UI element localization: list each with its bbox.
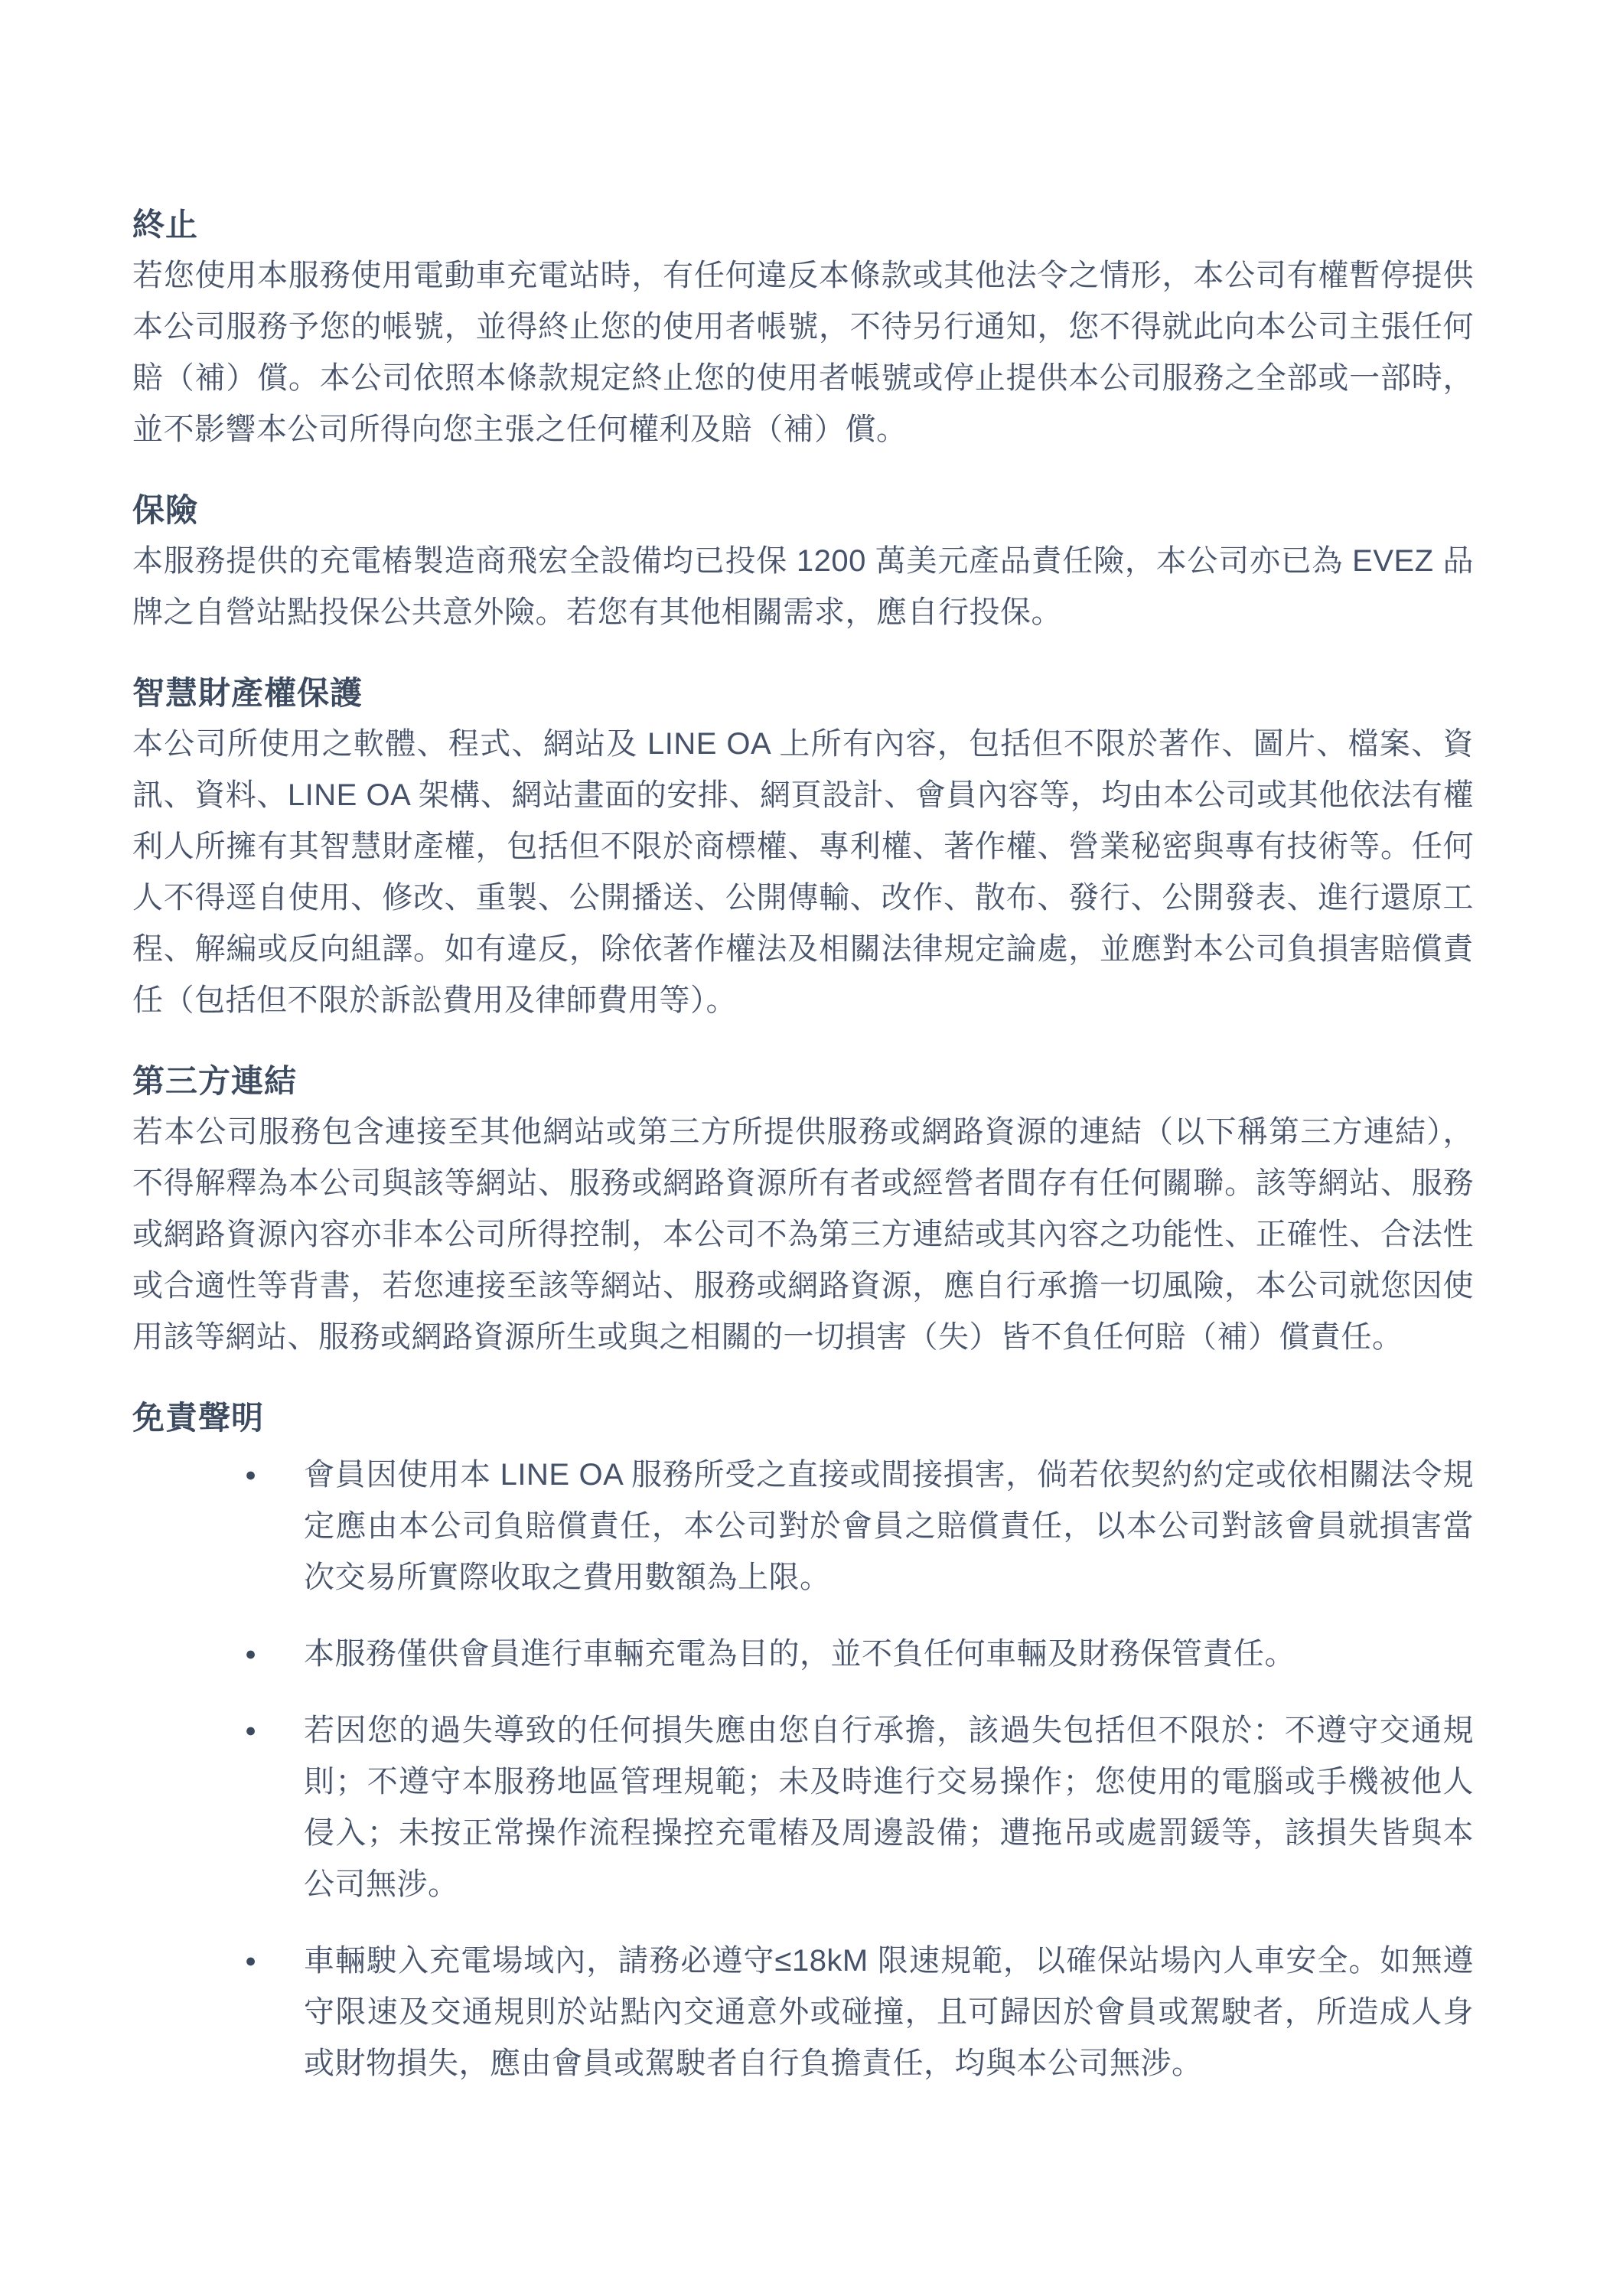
insurance-paragraph: 本服務提供的充電樁製造商飛宏全設備均已投保 1200 萬美元產品責任險，本公司亦已為 EVEZ 品牌之自營站點投保公共意外險。若您有其他相關需求，應自行投保。 — [132, 544, 1474, 629]
section-heading-insurance: 保險 — [132, 492, 199, 528]
disclaimer-item-text: 車輛駛入充電場域內，請務必遵守≤18kM 限速規範，以確保站場內人車安全。如無遵守限速及交通規則於站點內交通意外或碰撞，且可歸因於會員或駕駛者，所造成人身或財物損失，應由會員或駕駛者自行負擔責任，均與本公司無涉。 — [304, 1944, 1474, 2080]
disclaimer-item-text: 會員因使用本 LINE OA 服務所受之直接或間接損害，倘若依契約約定或依相關法令規定應由本公司負賠償責任，本公司對於會員之賠償責任，以本公司對該會員就損害當次交易所實際收取之費用數額為上限。 — [304, 1458, 1474, 1594]
list-item — [132, 1629, 1474, 1680]
section-disclaimer — [132, 1392, 1474, 2089]
section-termination — [132, 199, 1474, 455]
intellectual-property-paragraph: 本公司所使用之軟體、程式、網站及 LINE OA 上所有內容，包括但不限於著作、圖片、檔案、資訊、資料、LINE OA 架構、網站畫面的安排、網頁設計、會員內容等，均由本公司或其他依法有權利人所擁有其智慧財產權，包括但不限於商標權、專利權、著作權、營業秘密與專有技術等。任何人不得逕自使用、修改、重製、公開播送、公開傳輸、改作、散布、發行、公開發表、進行還原工程、解編或反向組譯。如有違反，除依著作權法及相關法律規定論處，並應對本公司負損害賠償責任（包括但不限於訴訟費用及律師費用等）。 — [132, 727, 1474, 1017]
disclaimer-item-text: 若因您的過失導致的任何損失應由您自行承擔，該過失包括但不限於：不遵守交通規則；不遵守本服務地區管理規範；未及時進行交易操作；您使用的電腦或手機被他人侵入；未按正常操作流程操控充電樁及周邊設備；遭拖吊或處罰鍰等，該損失皆與本公司無涉。 — [304, 1714, 1474, 1901]
section-heading-disclaimer: 免責聲明 — [132, 1400, 265, 1436]
termination-paragraph: 若您使用本服務使用電動車充電站時，有任何違反本條款或其他法令之情形，本公司有權暫停提供本公司服務予您的帳號，並得終止您的使用者帳號，不待另行通知，您不得就此向本公司主張任何賠（補）償。本公司依照本條款規定終止您的使用者帳號或停止提供本公司服務之全部或一部時，並不影響本公司所得向您主張之任何權利及賠（補）償。 — [132, 259, 1474, 446]
section-heading-termination: 終止 — [132, 207, 199, 243]
bullet-icon: ● — [245, 1950, 257, 1971]
bullet-icon: ● — [245, 1464, 257, 1486]
third-party-links-paragraph: 若本公司服務包含連接至其他網站或第三方所提供服務或網路資源的連結（以下稱第三方連結），不得解釋為本公司與該等網站、服務或網路資源所有者或經營者間存有任何關聯。該等網站、服務或網路資源內容亦非本公司所得控制，本公司不為第三方連結或其內容之功能性、正確性、合法性或合適性等背書，若您連接至該等網站、服務或網路資源，應自行承擔一切風險，本公司就您因使用該等網站、服務或網路資源所生或與之相關的一切損害（失）皆不負任何賠（補）償責任。 — [132, 1115, 1474, 1354]
disclaimer-list — [132, 1450, 1474, 2089]
terms-content — [132, 199, 1474, 2089]
section-insurance — [132, 484, 1474, 638]
bullet-icon: ● — [245, 1643, 257, 1665]
list-item — [132, 1450, 1474, 1603]
section-heading-third-party-links: 第三方連結 — [132, 1063, 298, 1099]
section-heading-intellectual-property: 智慧財產權保護 — [132, 675, 363, 711]
bullet-icon: ● — [245, 1720, 257, 1741]
disclaimer-item-text: 本服務僅供會員進行車輛充電為目的，並不負任何車輛及財務保管責任。 — [304, 1637, 1295, 1671]
section-third-party-links — [132, 1055, 1474, 1363]
section-intellectual-property — [132, 667, 1474, 1026]
list-item — [132, 1936, 1474, 2089]
list-item — [132, 1705, 1474, 1910]
